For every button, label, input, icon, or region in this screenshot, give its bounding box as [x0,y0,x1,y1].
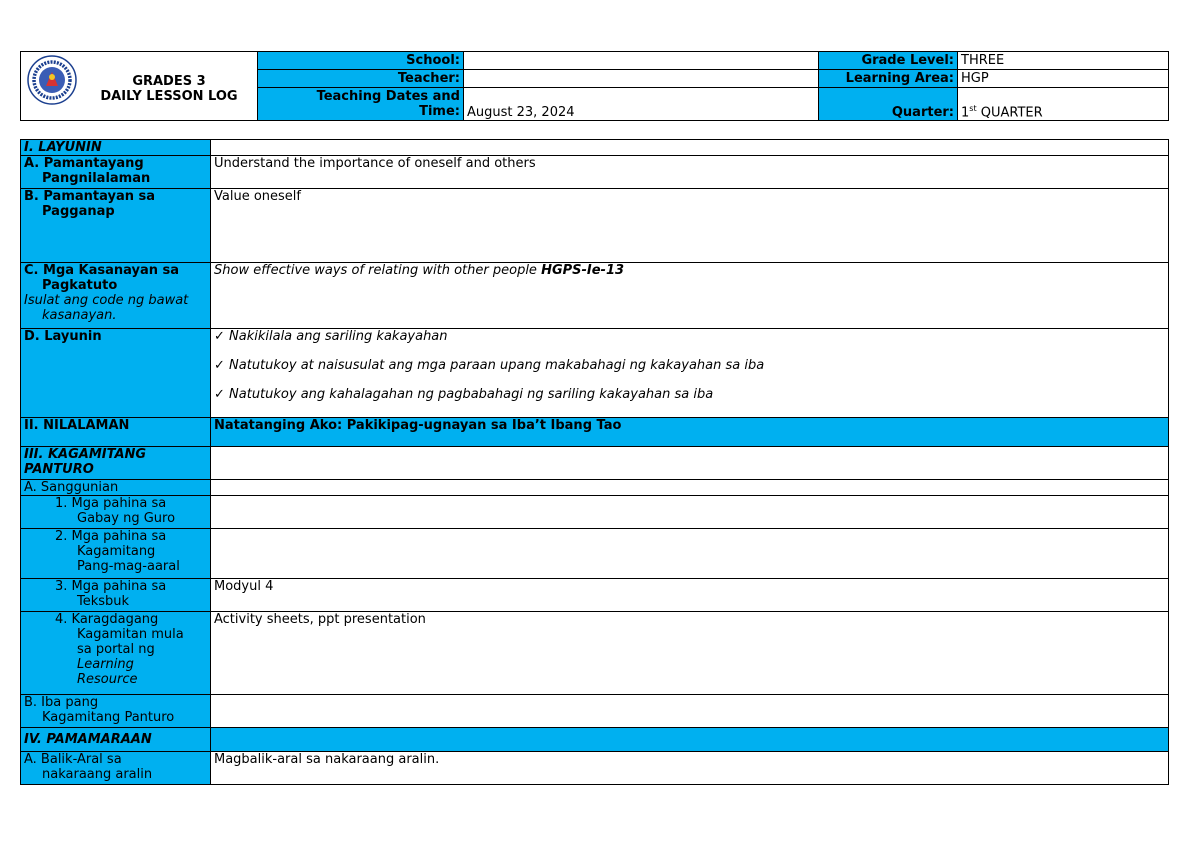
a-line2: Pangnilalaman [42,171,151,186]
r4-line1: 4. Karagdagang [55,612,159,627]
value-kasanayan-pagkatuto[interactable] [211,263,1169,329]
kagamitan-blank [211,447,1169,480]
r2-line3: Pang-mag-aaral [77,559,180,574]
header-table [20,51,1169,121]
d-item-3: ✓ Natutukoy ang kahalagahan ng pagbabahagi ng sariling kakayahan sa iba [214,387,714,402]
value-iba-pang-kagamitan[interactable] [211,695,1169,728]
r2-line2: Kagamitang [77,544,156,559]
kagamitan-line1: III. KAGAMITANG [24,447,147,462]
r3-line1: 3. Mga pahina sa [55,579,167,594]
grade-level-label: Grade Level: [819,52,958,70]
label-teksbuk [21,579,211,612]
balik-line2: nakaraang aralin [42,767,153,782]
label-sanggunian: A. Sanggunian [21,480,211,496]
quarter-label: Quarter: [819,88,958,121]
iba-line2: Kagamitang Panturo [42,710,175,725]
pamamaraan-blank [211,728,1169,752]
label-pamantayan-pagganap [21,189,211,263]
label-balik-aral [21,752,211,785]
quarter-field[interactable] [958,88,1169,121]
learning-area-label: Learning Area: [819,70,958,88]
value-teksbuk[interactable]: Modyul 4 [211,579,1169,612]
school-field[interactable] [464,52,819,70]
r4-line4: Learning [77,657,134,672]
d-item-1: ✓ Nakikilala ang sariling kakayahan [214,329,448,344]
a-line1: A. Pamantayang [24,156,144,171]
teaching-dates-field[interactable] [464,88,819,121]
teaching-dates-value: August 23, 2024 [467,105,575,120]
iba-line1: B. Iba pang [24,695,99,710]
quarter-sup: st [969,103,977,113]
r4-line3: sa portal ng [77,642,155,657]
school-label: School: [258,52,464,70]
teacher-label: Teacher: [258,70,464,88]
label-layunin-d: D. Layunin [21,329,211,418]
value-pamantayan-pagganap[interactable]: Value oneself [211,189,1169,263]
section-kagamitang-panturo [21,447,211,480]
r4-line5: Resource [77,672,138,687]
lesson-log-title [87,74,251,104]
label-kasanayan-pagkatuto [21,263,211,329]
value-pamantayang-pangnilalaman[interactable]: Understand the importance of oneself and others [211,156,1169,189]
c-note1: Isulat ang code ng bawat [24,293,189,308]
r1-line2: Gabay ng Guro [77,511,176,526]
dates-label-line1: Teaching Dates and [316,89,460,104]
b-line1: B. Pamantayan sa [24,189,156,204]
title-line2: DAILY LESSON LOG [100,89,238,104]
value-kagamitang-mag-aaral[interactable] [211,529,1169,579]
label-karagdagang-kagamitan [21,612,211,695]
c-line1: C. Mga Kasanayan sa [24,263,180,278]
c-line2: Pagkatuto [42,278,118,293]
c-value-text: Show effective ways of relating with other people [214,263,542,278]
learning-area-field[interactable]: HGP [958,70,1169,88]
title-line1: GRADES 3 [132,74,206,89]
value-karagdagang-kagamitan[interactable]: Activity sheets, ppt presentation [211,612,1169,695]
value-balik-aral[interactable]: Magbalik-aral sa nakaraang aralin. [211,752,1169,785]
quarter-text: QUARTER [976,105,1043,120]
section-nilalaman: II. NILALAMAN [21,418,211,447]
grade-level-field[interactable]: THREE [958,52,1169,70]
label-pamantayang-pangnilalaman [21,156,211,189]
dates-label-line2: Time: [419,104,460,119]
layunin-blank [211,140,1169,156]
teacher-field[interactable] [464,70,819,88]
value-layunin-d[interactable] [211,329,1169,418]
deped-seal-icon [27,55,77,105]
value-gabay-guro[interactable] [211,496,1169,529]
r3-line2: Teksbuk [77,594,130,609]
r4-line2: Kagamitan mula [77,627,184,642]
c-note2: kasanayan. [42,308,117,323]
section-layunin: I. LAYUNIN [21,140,211,156]
label-kagamitang-mag-aaral [21,529,211,579]
teaching-dates-label [258,88,464,121]
header-logo-cell [21,52,258,121]
label-iba-pang-kagamitan [21,695,211,728]
quarter-num: 1 [961,105,970,120]
section-pamamaraan: IV. PAMAMARAAN [21,728,211,752]
c-code: HGPS-Ie-13 [541,263,625,278]
nilalaman-value[interactable]: Natatanging Ako: Pakikipag-ugnayan sa Iba’t Ibang Tao [211,418,1169,447]
kagamitan-line2: PANTURO [24,462,94,477]
b-line2: Pagganap [42,204,115,219]
balik-line1: A. Balik-Aral sa [24,752,122,767]
sanggunian-value[interactable] [211,480,1169,496]
lesson-content-table [20,139,1169,785]
d-item-2: ✓ Natutukoy at naisusulat ang mga paraan upang makabahagi ng kakayahan sa iba [214,358,765,373]
r2-line1: 2. Mga pahina sa [55,529,167,544]
label-gabay-guro [21,496,211,529]
r1-line1: 1. Mga pahina sa [55,496,167,511]
